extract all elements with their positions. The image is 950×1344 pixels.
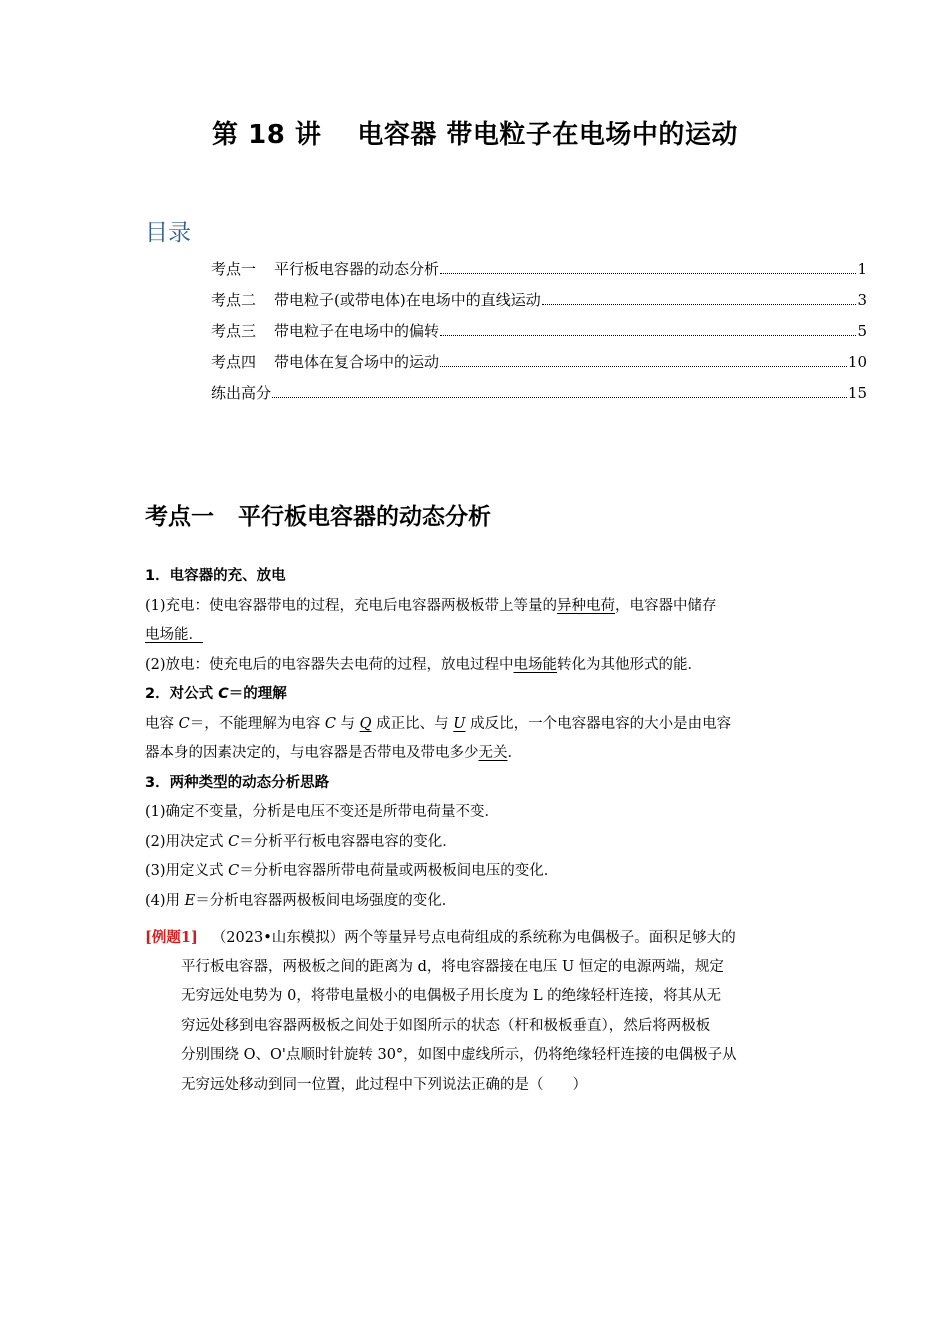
paragraph-line: 器本身的因素决定的，与电容器是否带电及带电多少无关． [145, 745, 522, 761]
toc-entry-label: 考点一 平行板电容器的动态分析 [211, 260, 440, 278]
example-line: [例题1] （2023•山东模拟）两个等量异号点电荷组成的系统称为电偶极子。面积足够大的 [145, 929, 736, 946]
toc-entry[interactable] [211, 258, 867, 289]
toc-leader-dots [542, 304, 857, 305]
toc-entry-label: 练出高分 [211, 384, 272, 402]
table-of-contents [211, 258, 867, 413]
example-line: 无穷远处电势为 0，将带电量极小的电偶极子用长度为 L 的绝缘轻杆连接，将其从无 [181, 988, 722, 1004]
paragraph-line: (4)用 E＝分析电容器两极板间电场强度的变化． [145, 892, 457, 909]
example-line: 穷远处移到电容器两极板之间处于如图所示的状态（杆和极板垂直），然后将两极板 [181, 1017, 711, 1034]
subheading: 2．对公式 C＝的理解 [145, 686, 287, 702]
example-line: 平行板电容器，两极板之间的距离为 d，将电容器接在电压 U 恒定的电源两端，规定 [181, 958, 724, 975]
subheading: 1．电容器的充、放电 [145, 568, 286, 584]
paragraph-line: (2)用决定式 C＝分析平行板电容器电容的变化． [145, 833, 457, 850]
toc-entry-label: 考点三 带电粒子在电场中的偏转 [211, 322, 440, 340]
toc-leader-dots [272, 397, 847, 398]
toc-entry[interactable] [211, 382, 867, 413]
toc-page-number: 3 [857, 291, 867, 309]
paragraph-line: (3)用定义式 C＝分析电容器所带电荷量或两极板间电压的变化． [145, 863, 559, 879]
paragraph-line: (2)放电：使充电后的电容器失去电荷的过程，放电过程中电场能转化为其他形式的能． [145, 656, 703, 673]
subheading: 3．两种类型的动态分析思路 [145, 774, 330, 791]
toc-entry-label: 考点四 带电体在复合场中的运动 [211, 353, 440, 371]
toc-leader-dots [440, 366, 847, 367]
toc-heading: 目录 [145, 220, 191, 246]
page-title: 第 18 讲 电容器 带电粒子在电场中的运动 [212, 120, 738, 150]
example-line: 无穷远处移动到同一位置，此过程中下列说法正确的是（ ） [181, 1076, 587, 1093]
section-heading: 考点一 平行板电容器的动态分析 [145, 504, 491, 530]
paragraph-line: (1)确定不变量，分析是电压不变还是所带电荷量不变． [145, 804, 500, 820]
toc-leader-dots [440, 273, 856, 274]
toc-page-number: 5 [857, 322, 867, 340]
section-body [145, 562, 810, 916]
example-problem [145, 923, 810, 1100]
example-line: 分别围绕 O、O'点顺时针旋转 30°，如图中虚线所示，仍将绝缘轻杆连接的电偶极子从 [181, 1047, 737, 1063]
toc-page-number: 10 [847, 353, 867, 371]
toc-page-number: 15 [847, 384, 867, 402]
example-tag: [例题1] [145, 929, 198, 946]
paragraph-line: 电容 C＝，不能理解为电容 C 与 Q 成正比、与 U 成反比，一个电容器电容的大小是由电容 [145, 715, 732, 732]
paragraph-line: 电场能． [145, 627, 203, 643]
toc-entry[interactable] [211, 289, 867, 320]
paragraph-line: (1)充电：使电容器带电的过程，充电后电容器两极板带上等量的异种电荷，电容器中储存 [145, 597, 717, 614]
toc-entry[interactable] [211, 351, 867, 382]
toc-page-number: 1 [857, 260, 867, 278]
toc-leader-dots [440, 335, 856, 336]
toc-entry[interactable] [211, 320, 867, 351]
toc-entry-label: 考点二 带电粒子(或带电体)在电场中的直线运动 [211, 291, 541, 309]
